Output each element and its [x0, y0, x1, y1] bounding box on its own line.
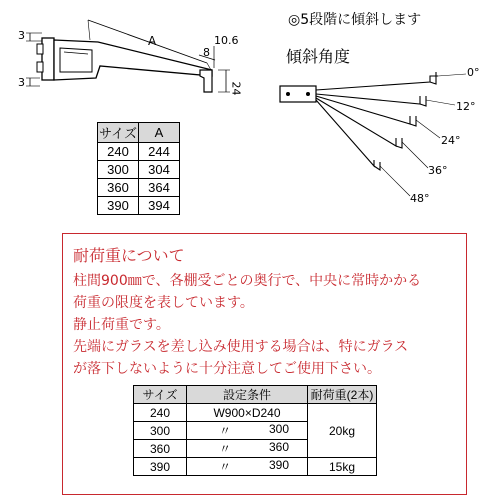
dim-8-label: 8	[203, 46, 210, 59]
a-cell: 394	[139, 197, 180, 215]
condition-cell	[187, 422, 308, 440]
angle-48-label: 48°	[410, 192, 430, 205]
load-capacity-header: 耐荷重(2本)	[308, 386, 377, 404]
condition-value: 390	[268, 458, 289, 472]
table-row	[98, 143, 180, 161]
load-table-header	[134, 386, 377, 404]
condition-cell: W900×D240	[187, 404, 308, 422]
load-size-header: サイズ	[134, 386, 187, 404]
notice-line-1: 柱間900㎜で、各棚受ごとの奥行で、中央に常時かかる	[73, 273, 422, 289]
tilt-heading: ◎5段階に傾斜します	[288, 12, 422, 28]
load-size-cell: 240	[134, 404, 187, 422]
bracket-dimension-diagram	[0, 0, 250, 115]
table-row	[98, 161, 180, 179]
size-table	[97, 122, 180, 215]
table-row	[98, 179, 180, 197]
dim-3-bottom-label: 3	[18, 76, 25, 89]
size-table-header	[98, 123, 180, 143]
size-cell: 240	[98, 143, 139, 161]
a-cell: 244	[139, 143, 180, 161]
tilt-angle-diagram	[270, 60, 500, 220]
table-row	[134, 458, 377, 476]
size-cell: 390	[98, 197, 139, 215]
angle-12-label: 12°	[456, 100, 476, 113]
load-table	[133, 385, 377, 476]
condition-value: 360	[268, 440, 289, 454]
load-size-cell: 390	[134, 458, 187, 476]
dim-10-6-label: 10.6	[214, 34, 239, 47]
table-row	[98, 197, 180, 215]
condition-cell	[187, 440, 308, 458]
angle-36-label: 36°	[428, 164, 448, 177]
ditto-mark: 〃	[219, 424, 232, 438]
dim-a-label: A	[148, 34, 157, 48]
angle-24-label: 24°	[441, 134, 461, 147]
tilt-subheading: 傾斜角度	[286, 47, 351, 66]
condition-value: 300	[268, 422, 289, 436]
a-header: A	[139, 123, 180, 143]
size-header: サイズ	[98, 123, 139, 143]
a-cell: 364	[139, 179, 180, 197]
angle-0-label: 0°	[467, 66, 480, 79]
notice-line-3: 静止荷重です。	[73, 317, 170, 333]
notice-line-2: 荷重の限度を表しています。	[73, 295, 254, 311]
load-capacity-cell: 15kg	[308, 458, 377, 476]
ditto-mark: 〃	[219, 442, 232, 456]
ditto-mark: 〃	[219, 460, 232, 474]
table-row	[134, 404, 377, 422]
notice-line-5: が落下しないように十分注意してご使用下さい。	[73, 361, 381, 377]
dim-24-label: 24	[229, 81, 243, 96]
dim-3-top-label: 3	[18, 29, 25, 42]
a-cell: 304	[139, 161, 180, 179]
size-cell: 300	[98, 161, 139, 179]
notice-title: 耐荷重について	[73, 246, 185, 265]
condition-header: 設定条件	[187, 386, 308, 404]
condition-cell	[187, 458, 308, 476]
load-capacity-cell: 20kg	[308, 404, 377, 458]
notice-line-4: 先端にガラスを差し込み使用する場合は、特にガラス	[73, 339, 409, 355]
load-size-cell: 360	[134, 440, 187, 458]
size-cell: 360	[98, 179, 139, 197]
load-size-cell: 300	[134, 422, 187, 440]
